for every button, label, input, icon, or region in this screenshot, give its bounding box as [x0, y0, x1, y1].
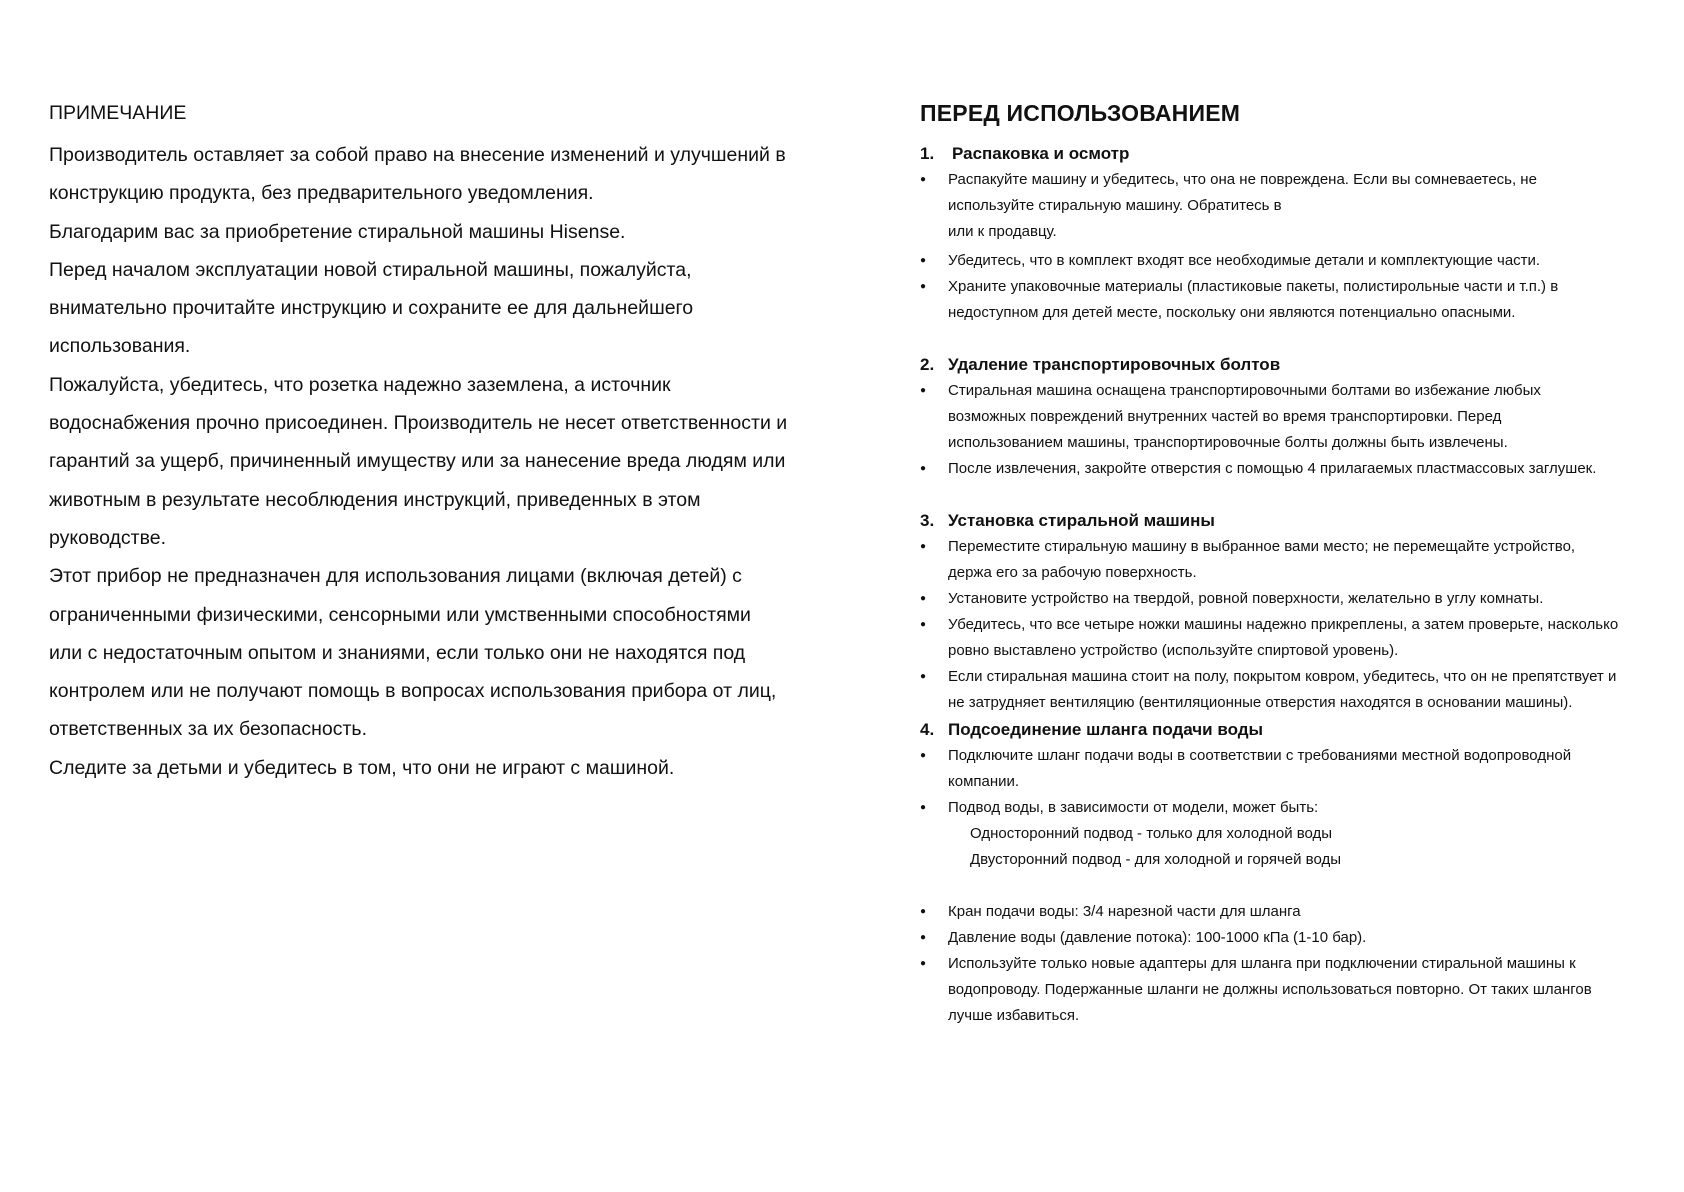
list-item: ● После извлечения, закройте отверстия с помощью 4 прилагаемых пластмассовых заглушек. [920, 456, 1620, 482]
bullet-list [920, 743, 1620, 873]
list-item: ● Если стиральная машина стоит на полу, покрытом ковром, убедитесь, что он не препятствует и не затрудняет вентиляцию (вентиляционные отверстия находятся в основании машины). [920, 664, 1620, 716]
section-number: 3. [920, 511, 935, 530]
list-item: ● Убедитесь, что в комплект входят все необходимые детали и комплектующие части. [920, 248, 1620, 274]
note-paragraph: Производитель оставляет за собой право на внесение изменений и улучшений в конструкцию продукта, без предварительного уведомления. [49, 144, 786, 205]
list-item: ● Подключите шланг подачи воды в соответствии с требованиями местной водопроводной компании. [920, 743, 1620, 795]
section-number: 4. [920, 720, 935, 739]
list-item: ● Кран подачи воды: 3/4 нарезной части для шланга [920, 899, 1620, 925]
list-item: ● Используйте только новые адаптеры для шланга при подключении стиральной машины к водопроводу. Подержанные шланги не должны использоваться повторно. От таких шлангов лучше избавиться. [920, 951, 1620, 1029]
section-unpacking [920, 141, 1620, 326]
section-title: Распаковка и осмотр [952, 144, 1130, 163]
note-title: ПРИМЕЧАНИЕ [49, 102, 187, 124]
bullet-list [920, 167, 1620, 326]
section-transport-bolts [920, 352, 1620, 482]
list-item [920, 795, 1620, 873]
sub-item-one-way: Односторонний подвод - только для холодной воды [970, 825, 1333, 842]
list-item: ● Убедитесь, что все четыре ножки машины надежно прикреплены, а затем проверьте, насколько ровно выставлено устройство (используйте спиртовой уровень). [920, 612, 1620, 664]
note-paragraph: Следите за детьми и убедитесь в том, что они не играют с машиной. [49, 756, 675, 779]
section-heading [920, 508, 1620, 534]
bullet-list [920, 534, 1620, 716]
bullet-list [920, 378, 1620, 482]
sub-item-two-way: Двусторонний подвод - для холодной и горячей воды [970, 851, 1342, 868]
list-item-text: Подвод воды, в зависимости от модели, может быть: [948, 799, 1319, 816]
list-item-text: Распакуйте машину и убедитесь, что она не повреждена. Если вы сомневаетесь, не используйте стиральную машину. Обратитесь в [948, 171, 1537, 214]
list-item: ● Установите устройство на твердой, ровной поверхности, желательно в углу комнаты. [920, 586, 1620, 612]
section-heading [920, 141, 1620, 167]
section-title: Подсоединение шланга подачи воды [948, 720, 1264, 739]
list-item [920, 167, 1620, 245]
page-title: ПЕРЕД ИСПОЛЬЗОВАНИЕМ [920, 100, 1241, 126]
note-paragraph: Благодарим вас за приобретение стиральной машины Hisense. [49, 220, 626, 243]
section-heading [920, 717, 1620, 743]
note-column [49, 100, 789, 787]
list-item: ● Стиральная машина оснащена транспортировочными болтами во избежание любых возможных повреждений внутренних частей во время транспортировки. Перед использованием машины, транспортировочные болты должны быть извлечены. [920, 378, 1620, 456]
note-paragraph: Пожалуйста, убедитесь, что розетка надежно заземлена, а источник водоснабжения прочно присоединен. Производитель не несет ответственности и гарантий за ущерб, причиненный имуществу или за нанесение вреда людям или животным в результате несоблюдения инструкций, приведенных в этом руководстве. [49, 373, 788, 549]
section-installation [920, 508, 1620, 716]
section-number: 1. [920, 144, 935, 163]
section-water-hose [920, 717, 1620, 1029]
list-item: ● Переместите стиральную машину в выбранное вами место; не перемещайте устройство, держа его за рабочую поверхность. [920, 534, 1620, 586]
list-item-text-continued: или к продавцу. [948, 223, 1057, 240]
section-number: 2. [920, 355, 935, 374]
list-item: ● Давление воды (давление потока): 100-1000 кПа (1-10 бар). [920, 925, 1620, 951]
section-heading [920, 352, 1620, 378]
note-paragraph: Этот прибор не предназначен для использования лицами (включая детей) с ограниченными физическими, сенсорными или умственными способностями или с недостаточным опытом и знаниями, если только они не находятся под контролем или не получают помощь в вопросах использования прибора от лиц, ответственных за их безопасность. [49, 565, 777, 741]
note-paragraph: Перед началом эксплуатации новой стиральной машины, пожалуйста, внимательно прочитайте инструкцию и сохраните ее для дальнейшего использования. [49, 258, 694, 358]
section-title: Установка стиральной машины [948, 511, 1215, 530]
bullet-list [920, 899, 1620, 1029]
section-title: Удаление транспортировочных болтов [948, 355, 1281, 374]
before-use-column [920, 98, 1620, 1029]
list-item: ● Храните упаковочные материалы (пластиковые пакеты, полистирольные части и т.п.) в недоступном для детей месте, поскольку они являются потенциально опасными. [920, 274, 1620, 326]
